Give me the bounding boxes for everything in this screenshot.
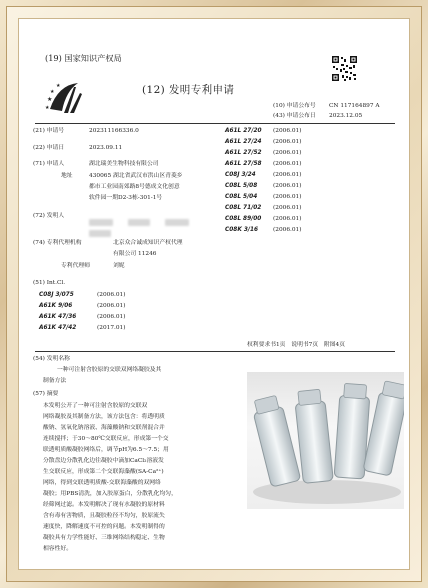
abstract-line: 分散盘边分散乳化边往凝胶中滴加CaCl₂溶液发 (43, 458, 164, 464)
address-line: 软件园一期D2-3栋-301-1号 (89, 195, 163, 201)
invention-title: 一种可注射含胶原的交联双网络凝胶及其 (57, 367, 162, 373)
inventor-label: (72) 发明人 (33, 213, 65, 219)
abstract-line: 网络凝胶及其制备方法，该方法包含：将透明质 (43, 414, 165, 420)
agent-label: 专利代理师 (61, 263, 90, 269)
app-no: 202311166336.0 (89, 128, 139, 134)
title-label: (54) 发明名称 (33, 356, 70, 362)
agency-label: (74) 专利代理机构 (33, 240, 82, 246)
pub-no: CN 117164897 A (329, 103, 380, 109)
hydrogel-syringes-photo (247, 372, 404, 509)
intcl-version: (2017.01) (97, 325, 126, 331)
abstract-line: 联透明质酸凝胶网络后，调节pH为6.5～7.5；用 (43, 447, 169, 453)
document-type-title: (12) 发明专利申请 (142, 84, 235, 96)
app-no-label: (21) 申请号 (33, 128, 65, 134)
intcl-version: (2006.01) (97, 314, 126, 320)
abstract-line: 本发明公开了一种可注射含胶原的交联双 (43, 403, 148, 409)
ipc-code: A61L 27/52 (225, 150, 262, 156)
abstract-line: 网络，得到交联透明质酸-交联海藻酸的双网络 (43, 480, 161, 486)
agent-name: 刘妮 (113, 263, 125, 269)
address-line: 430065 湖北省武汉市洪山区青菱乡 (89, 173, 183, 179)
app-date: 2023.09.11 (89, 145, 123, 151)
header-divider (35, 123, 395, 124)
biblio-divider (35, 351, 395, 352)
applicant-name: 湖北瑞美生物科技有限公司 (89, 161, 159, 167)
ipc-code: A61L 27/24 (225, 139, 262, 145)
ipc-version: (2006.01) (273, 205, 302, 211)
inventor-names-redacted-2 (89, 223, 111, 242)
svg-text:★: ★ (50, 89, 55, 95)
ipc-code: A61L 27/20 (225, 128, 262, 134)
invention-title: 制备方法 (43, 378, 67, 384)
ipc-version: (2006.01) (273, 128, 302, 134)
address-line: 都市工业园南郊路8号德成文化创意 (89, 184, 180, 190)
ipc-version: (2006.01) (273, 183, 302, 189)
abstract-line: 凝胶；用PBS清洗，加入胶原蛋白，分散乳化均匀， (43, 491, 177, 497)
abstract-line: 连续搅拌；于30～80℃交联反应，形成第一个交 (43, 436, 169, 442)
ipc-code: C08K 3/16 (225, 227, 259, 233)
agency-line: 有限公司 11246 (113, 251, 157, 257)
ipc-version: (2006.01) (273, 172, 302, 178)
intcl-code: C08J 3/075 (39, 292, 74, 298)
ipc-version: (2006.01) (273, 139, 302, 145)
ipc-code: C08L 5/04 (225, 194, 258, 200)
pub-no-label: (10) 申请公布号 (273, 103, 316, 109)
cnipa-logo (44, 79, 88, 119)
pub-date-label: (43) 申请公布日 (273, 113, 316, 119)
ipc-code: C08L 5/08 (225, 183, 258, 189)
ipc-version: (2006.01) (273, 161, 302, 167)
abstract-line: 酸钠、氢氧化钠溶液、海藻酸钠和交联剂混合并 (43, 425, 165, 431)
abstract-line: 相容性好。 (43, 546, 72, 552)
abstract-line: 凝胶具有力学性能好、三维网络结构稳定、生物 (43, 535, 165, 541)
intcl-version: (2006.01) (97, 303, 126, 309)
svg-text:★: ★ (47, 96, 53, 103)
abstract-line: 经筛网过滤。本发明解决了现有水凝胶的原材料 (43, 502, 165, 508)
intcl-version: (2006.01) (97, 292, 126, 298)
intcl-code: A61K 9/06 (39, 303, 73, 309)
ipc-code: C08L 71/02 (225, 205, 262, 211)
ipc-version: (2006.01) (273, 216, 302, 222)
pub-date: 2023.12.05 (329, 113, 363, 119)
office-name: (19) 国家知识产权局 (45, 53, 122, 63)
ipc-code: C08L 89/00 (225, 216, 262, 222)
pages-info: 权利要求书1页 说明书7页 附图4页 (247, 342, 346, 348)
abstract-line: 速度快，降解速度不可控的问题。本发明制得的 (43, 524, 165, 530)
intcl-label: (51) Int.Cl. (33, 280, 66, 286)
svg-text:★: ★ (56, 83, 61, 89)
intcl-code: A61K 47/36 (39, 314, 77, 320)
applicant-label: (71) 申请人 (33, 161, 65, 167)
svg-text:★: ★ (45, 105, 50, 111)
ipc-code: C08J 3/24 (225, 172, 256, 178)
abstract-line: 含有毒有害物质，且凝胶粒径不均匀，胶原流失 (43, 513, 165, 519)
intcl-code: A61K 47/42 (39, 325, 77, 331)
abstract-label: (57) 摘要 (33, 391, 59, 397)
ipc-version: (2006.01) (273, 150, 302, 156)
qr-code-icon (331, 55, 358, 82)
app-date-label: (22) 申请日 (33, 145, 65, 151)
abstract-line: 生交联反应，形成第二个交联海藻酸(SA-Ca²⁺) (43, 469, 164, 475)
ipc-version: (2006.01) (273, 227, 302, 233)
address-label: 地址 (61, 173, 73, 179)
ipc-code: A61L 27/58 (225, 161, 262, 167)
patent-document-page (18, 18, 410, 570)
agency-line: 北京众合诚成知识产权代理 (113, 240, 183, 246)
ipc-version: (2006.01) (273, 194, 302, 200)
